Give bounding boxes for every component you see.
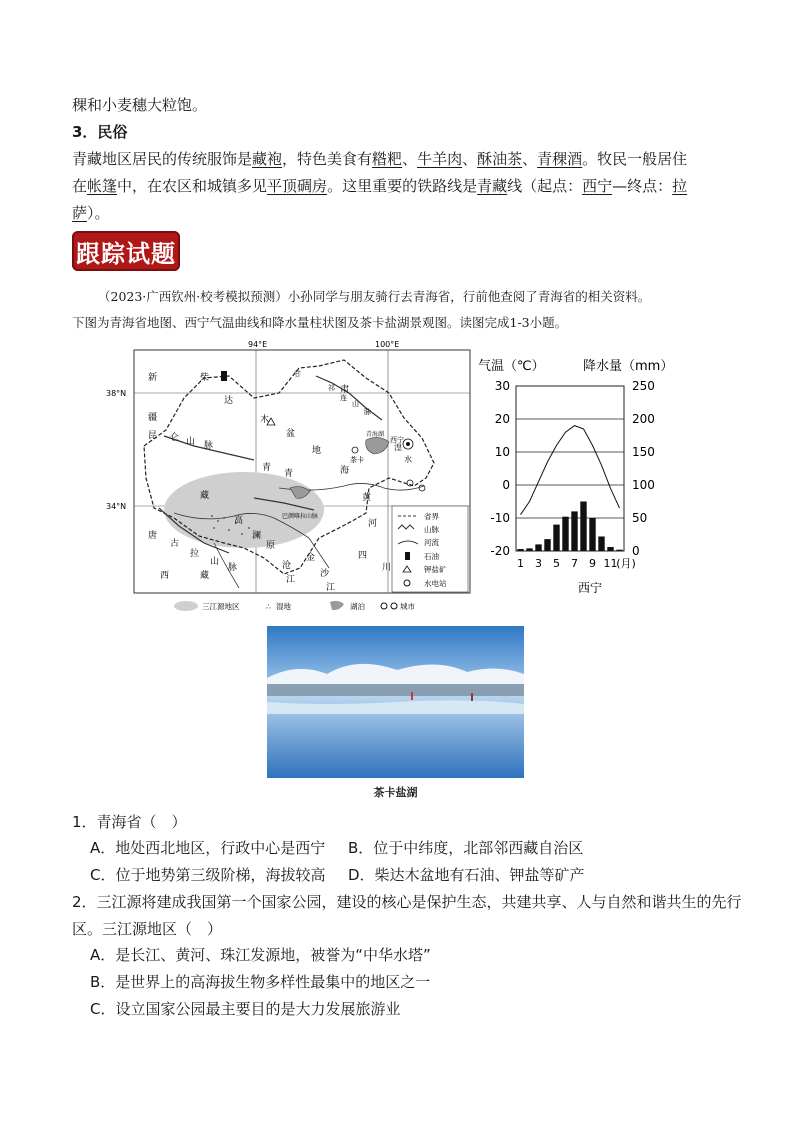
answer: 西宁: [582, 177, 613, 195]
map-label: 青: [262, 463, 272, 473]
map-label: 拉: [190, 549, 200, 559]
text-line: 稞和小麦穗大粒饱。: [72, 96, 208, 114]
map-label: 湟: [394, 443, 402, 452]
right-tick-label: 250: [632, 379, 655, 393]
legend-label: 城市: [400, 602, 415, 611]
answer: 萨: [72, 204, 88, 222]
city-xining-dot: [406, 442, 410, 446]
map-label: 古: [170, 539, 180, 549]
legend-symbol: [174, 601, 198, 611]
right-tick-label: 100: [632, 478, 655, 492]
map-label: 唐: [148, 531, 158, 541]
paragraph-line: [72, 202, 110, 224]
paragraph-line: [72, 148, 687, 170]
map-label: 肃: [340, 385, 350, 395]
map-label: 仑: [170, 433, 180, 443]
map-label: 连: [340, 394, 347, 402]
precip-bar: [526, 548, 532, 551]
sanjiangyuan-region: [164, 472, 324, 548]
precip-bar: [598, 536, 604, 551]
oil-symbol: [221, 371, 227, 381]
map-label: 水: [404, 455, 412, 464]
question-stem: 2．三江源将建成我国第一个国家公园，建设的核心是保护生态，共建共享、人与自然和谐共生的先行: [72, 893, 742, 911]
right-tick-label: 0: [632, 544, 640, 558]
text: ）。: [87, 204, 110, 222]
left-tick-label: 10: [494, 445, 510, 459]
option-c[interactable]: C．设立国家公园最主要目的是大力发展旅游业: [90, 1000, 401, 1018]
map-label: 达: [224, 396, 234, 406]
map-label: 巴: [282, 513, 289, 520]
map-label: 青: [284, 469, 294, 479]
x-tick-label: 3: [535, 557, 542, 570]
legend-label: 石油: [424, 552, 439, 561]
photo-caption: 茶卡盐湖: [373, 786, 418, 799]
legend-symbol: [391, 603, 397, 609]
lat-label: 38°N: [106, 389, 127, 398]
text: 、: [462, 150, 478, 168]
map-label: 地: [312, 446, 322, 456]
precip-bar: [544, 539, 550, 551]
x-tick-label: 7: [571, 557, 578, 570]
left-tick-label: 20: [494, 412, 510, 426]
answer: 酥油茶: [477, 150, 523, 168]
text: 中，在农区和城镇多见: [117, 177, 268, 195]
map-label: 澜: [252, 531, 262, 541]
map-label: 疆: [148, 413, 158, 423]
option-a[interactable]: A．地处西北地区，行政中心是西宁: [90, 839, 326, 857]
map-label: 西: [160, 571, 170, 581]
option-b[interactable]: B．是世界上的高海拔生物多样性最集中的地区之一: [90, 973, 431, 991]
map-label: 金: [306, 553, 316, 563]
legend-label: 钾盐矿: [424, 565, 447, 574]
answer: 糌粑: [372, 150, 403, 168]
map-label: 高: [234, 516, 244, 526]
left-tick-label: -20: [490, 544, 510, 558]
x-tick-label: 11: [603, 557, 618, 570]
map-label: 海: [340, 466, 350, 476]
map-label: 河: [368, 519, 378, 529]
text: —终点：: [612, 177, 673, 195]
option-a[interactable]: A．是长江、黄河、珠江发源地，被誉为“中华水塔”: [90, 946, 431, 964]
answer: 青稞酒: [537, 150, 583, 168]
x-unit-label: (月): [616, 557, 636, 570]
chart-title: 西宁: [577, 581, 603, 595]
legend-label: 山脉: [424, 525, 439, 534]
legend-symbol: [405, 552, 410, 560]
text: 。这里重要的铁路线是: [327, 177, 478, 195]
precip-bar: [562, 517, 568, 551]
map-label: 沙: [320, 569, 330, 579]
map-label: 黄: [362, 493, 372, 503]
question-stem: 1．青海省（ ）: [72, 813, 187, 831]
map-label: 江: [286, 575, 296, 585]
lon-label: 94°E: [248, 340, 268, 349]
precip-bar: [535, 544, 541, 551]
precip-bar: [580, 502, 586, 552]
x-tick-label: 1: [517, 557, 524, 570]
answer: 拉: [672, 177, 688, 195]
map-label: 喀: [294, 513, 301, 520]
map-label: 川: [382, 563, 392, 573]
y-right-label: 降水量（mm）: [583, 359, 674, 374]
map-label: 四: [358, 551, 368, 561]
answer: 牛羊肉: [417, 150, 463, 168]
x-tick-label: 9: [589, 557, 596, 570]
legend-symbol: ∴: [266, 602, 271, 611]
map-label: 青海湖: [366, 431, 385, 438]
precip-bar: [607, 547, 613, 551]
map-label: 祁: [328, 384, 335, 392]
map-label: 木: [260, 415, 270, 425]
legend-label: 省界: [424, 512, 439, 521]
map-label: 西宁: [390, 436, 404, 444]
map-label: 藏: [200, 491, 210, 501]
text: 青藏地区居民的传统服饰是: [72, 150, 253, 168]
text: 、: [402, 150, 418, 168]
answer: 帐篷: [87, 177, 118, 195]
precip-bar: [589, 518, 595, 551]
legend-symbol: [381, 603, 387, 609]
map-label: 脉: [204, 441, 214, 451]
right-tick-label: 150: [632, 445, 655, 459]
right-tick-label: 50: [632, 511, 648, 525]
map-label: 沧: [282, 561, 292, 571]
text: ，特色美食有: [282, 150, 373, 168]
option-c[interactable]: C．位于地势第三级阶梯，海拔较高: [90, 866, 326, 884]
paragraph-line: [72, 175, 687, 197]
answer: 青藏: [477, 177, 508, 195]
precip-bar: [517, 549, 523, 551]
map-label: 山: [352, 400, 359, 408]
map-label: 山: [210, 557, 220, 567]
option-d[interactable]: D．柴达木盆地有石油、钾盐等矿产: [348, 866, 585, 884]
right-tick-label: 200: [632, 412, 655, 426]
map-label: 山: [186, 437, 196, 447]
lon-label: 100°E: [375, 340, 400, 349]
map-label: 脉: [364, 408, 371, 416]
legend-label: 湿地: [276, 602, 291, 611]
temperature-line: [521, 426, 620, 515]
map-label: 甘: [294, 370, 301, 378]
xining-climate-chart: [478, 348, 678, 598]
precip-bar: [616, 550, 622, 551]
map-label: 藏: [200, 571, 210, 581]
map-label: 新: [148, 373, 158, 383]
map-label: 山: [306, 513, 313, 520]
question-stem: 区。三江源地区（ ）: [72, 920, 223, 938]
left-tick-label: 0: [502, 478, 510, 492]
section-heading: 3．民俗: [72, 123, 128, 141]
precip-bar: [553, 525, 559, 551]
legend-label: 湖泊: [350, 602, 365, 611]
legend-label: 三江源地区: [202, 602, 240, 611]
map-label: 昆: [148, 431, 158, 441]
section-badge: 跟踪试题: [72, 231, 180, 271]
answer: 平顶碉房: [267, 177, 328, 195]
answer: 藏袍: [252, 150, 283, 168]
left-tick-label: 30: [494, 379, 510, 393]
lat-label: 34°N: [106, 502, 127, 511]
text: 。牧民一般居住: [582, 150, 688, 168]
y-left-label: 气温（℃）: [478, 359, 545, 374]
map-label: 茶卡: [350, 456, 364, 464]
map-label: 盆: [286, 429, 296, 439]
map-label: 脉: [228, 563, 238, 573]
precip-bar: [571, 511, 577, 551]
x-tick-label: 5: [553, 557, 560, 570]
text: 在: [72, 177, 88, 195]
intro-line: （2023·广西钦州·校考模拟预测）小孙同学与朋友骑行去青海省，行前他查阅了青海省的相关资料。: [98, 289, 651, 304]
intro-line: 下图为青海省地图、西宁气温曲线和降水量柱状图及茶卡盐湖景观图。读图完成1-3小题。: [72, 315, 568, 330]
map-label: 原: [266, 541, 276, 551]
plot-frame: [516, 386, 624, 551]
option-b[interactable]: B．位于中纬度，北部邻西藏自治区: [348, 839, 584, 857]
map-label: 江: [326, 583, 336, 593]
qinghai-map: [104, 338, 474, 618]
left-tick-label: -10: [490, 511, 510, 525]
map-label: 颜: [288, 513, 295, 520]
map-label: 拉: [300, 513, 307, 520]
chaka-salt-lake-photo: [267, 626, 524, 778]
legend-label: 水电站: [424, 579, 447, 588]
text: 、: [522, 150, 538, 168]
map-label: 柴: [200, 373, 210, 383]
legend-symbol: [330, 601, 344, 610]
legend-label: 河流: [424, 538, 439, 547]
map-label: 脉: [312, 513, 319, 520]
text: 线（起点：: [507, 177, 583, 195]
